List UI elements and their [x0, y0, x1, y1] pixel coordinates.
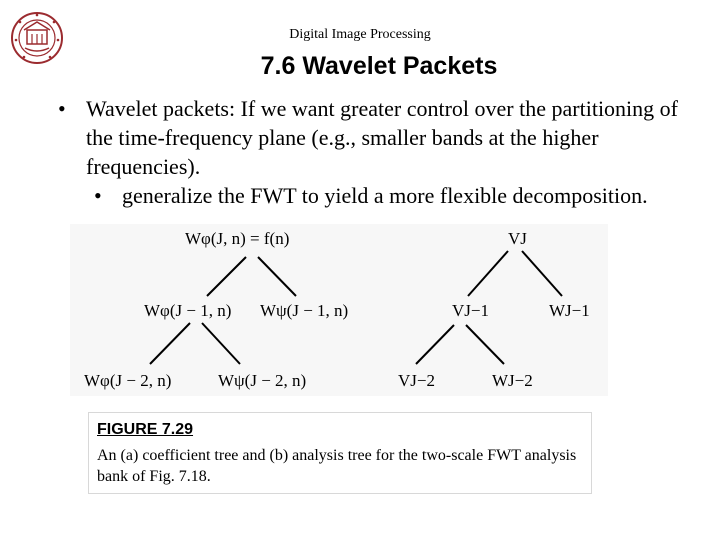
wavelet-tree-figure — [70, 224, 608, 396]
figure-caption — [88, 412, 592, 494]
bullet-list — [58, 94, 708, 210]
tree-edge — [466, 325, 504, 364]
coefficient-tree-root: Wφ(J, n) = f(n) — [185, 229, 290, 248]
tree-edge — [202, 323, 240, 364]
coefficient-tree-node: Wψ(J − 2, n) — [218, 371, 307, 390]
figure-label: FIGURE 7.29 — [97, 421, 194, 438]
bullet-dot-icon: • — [58, 96, 66, 121]
tree-edge — [416, 325, 454, 364]
bullet-item — [58, 94, 708, 181]
analysis-tree-root: VJ — [508, 229, 527, 248]
analysis-tree-node: VJ−2 — [398, 371, 435, 390]
sub-bullet-text: generalize the FWT to yield a more flexible decomposition. — [122, 183, 648, 208]
tree-edge — [468, 251, 508, 296]
tree-edge — [207, 257, 246, 296]
slide-title: 7.6 Wavelet Packets — [260, 52, 498, 80]
figure-caption-text: An (a) coefficient tree and (b) analysis tree for the two-scale FWT analysis bank of Fig. 7.18. — [97, 447, 577, 485]
coefficient-tree-node: Wψ(J − 1, n) — [260, 301, 349, 320]
sub-bullet-item — [58, 181, 708, 210]
coefficient-tree-node: Wφ(J − 2, n) — [84, 371, 172, 390]
tree-edge — [258, 257, 296, 296]
analysis-tree-node: WJ−2 — [492, 371, 533, 390]
tree-edge — [150, 323, 190, 364]
analysis-tree-node: WJ−1 — [549, 301, 590, 320]
tree-edge — [522, 251, 562, 296]
bullet-text: Wavelet packets: If we want greater control over the partitioning of the time-frequency plane (e.g., smaller bands at the higher frequencies). — [86, 96, 678, 179]
coefficient-tree-node: Wφ(J − 1, n) — [144, 301, 232, 320]
course-title: Digital Image Processing — [289, 27, 431, 42]
bullet-dot-icon: • — [94, 183, 102, 208]
analysis-tree-node: VJ−1 — [452, 301, 489, 320]
